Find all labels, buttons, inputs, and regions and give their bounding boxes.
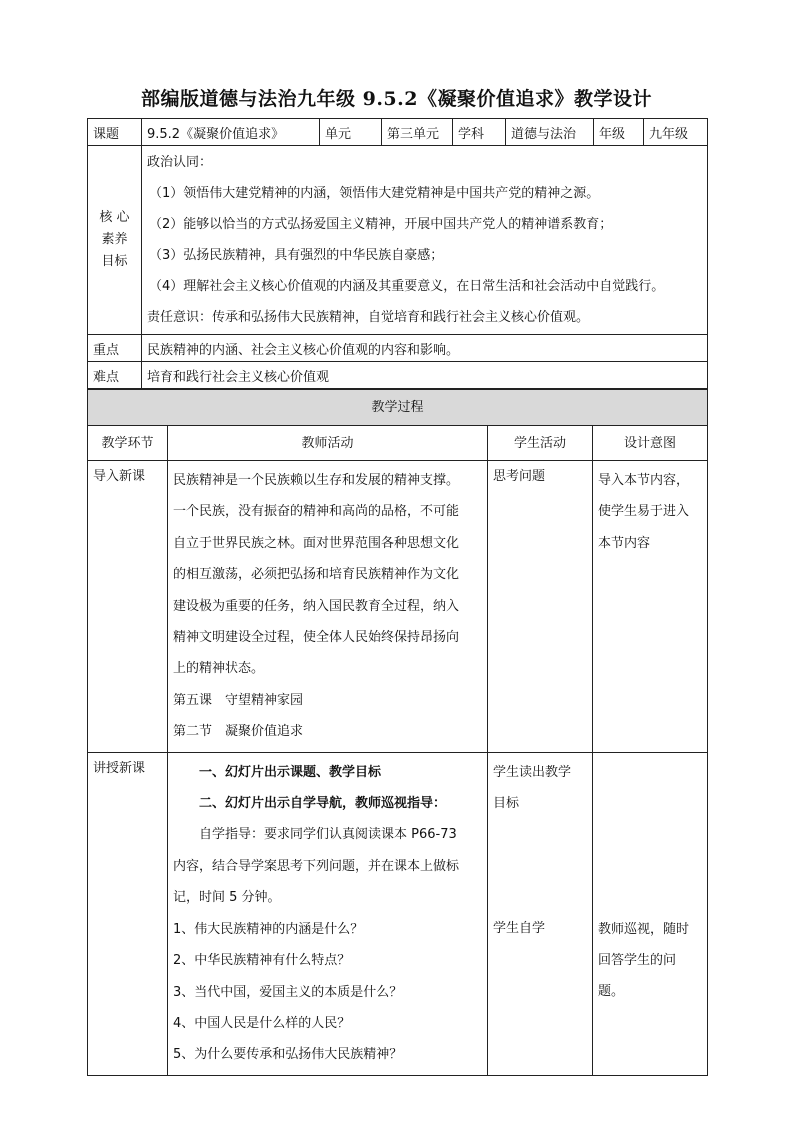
goal-line: （3）弘扬民族精神，具有强烈的中华民族自豪感； [149, 248, 444, 263]
grade-value: 九年级 [644, 119, 708, 146]
col-stage: 教学环节 [88, 426, 168, 461]
course-label: 课题 [88, 119, 142, 146]
lecture-step: 二、幻灯片出示自学导航，教师巡视指导： [199, 796, 447, 812]
col-student: 学生活动 [488, 426, 593, 461]
lecture-step: 一、幻灯片出示课题、教学目标 [199, 764, 382, 780]
lecture-stage: 讲授新课 [88, 752, 168, 1075]
intro-student: 思考问题 [488, 461, 593, 753]
goals-content [142, 146, 708, 335]
process-table [87, 389, 708, 1076]
difficulty-label: 难点 [88, 362, 142, 389]
intro-intent: 导入本节内容， 使学生易于进入 本节内容 [593, 461, 708, 753]
question: 4、中国人民是什么样的人民？ [173, 1015, 351, 1031]
goal-line: 政治认同： [147, 155, 213, 170]
col-teacher: 教师活动 [168, 426, 488, 461]
question: 5、为什么要传承和弘扬伟大民族精神？ [173, 1047, 403, 1063]
grade-label: 年级 [594, 119, 644, 146]
lecture-row [88, 752, 708, 1075]
subject-label: 学科 [453, 119, 506, 146]
process-heading: 教学过程 [88, 390, 708, 426]
unit-label: 单元 [320, 119, 382, 146]
question: 3、当代中国，爱国主义的本质是什么？ [173, 984, 403, 1000]
document-title: 部编版道德与法治九年级 9.5.2《凝聚价值追求》教学设计 [140, 88, 652, 110]
intro-stage: 导入新课 [88, 461, 168, 753]
lecture-intent: 教师巡视，随时 回答学生的问 题。 [593, 752, 708, 1075]
difficulty-value: 培育和践行社会主义核心价值观 [142, 362, 708, 389]
course-value: 9.5.2《凝聚价值追求》 [142, 119, 320, 146]
goals-label: 核 心 素养 目标 [88, 146, 142, 335]
subject-value: 道德与法治 [506, 119, 594, 146]
question: 1、伟大民族精神的内涵是什么？ [173, 921, 364, 937]
question: 2、中华民族精神有什么特点？ [173, 953, 351, 969]
intro-teacher: 民族精神是一个民族赖以生存和发展的精神支撑。 一个民族，没有振奋的精神和高尚的品格，不可能 自立于世界民族之林。面对世界范围各种思想文化 的相互激荡，必须把弘扬和培育民族精神作为文化 建设极为重要的任务，纳入国民教育全过程，纳入 精神文明建设全过程，使全体人民始终保持昂扬向 上的精神状态。 第五课 守望精神家园 第二节 凝聚价值追求 [168, 461, 488, 753]
goal-line: （4）理解社会主义核心价值观的内涵及其重要意义，在日常生活和社会活动中自觉践行。 [149, 279, 665, 294]
lecture-teacher: 一、幻灯片出示课题、教学目标 二、幻灯片出示自学导航，教师巡视指导： 自学指导：要求同学们认真阅读课本 P66-73 内容，结合导学案思考下列问题，并在课本上做标 记，时间 5 分钟。 1、伟大民族精神的内涵是什么？ 2、中华民族精神有什么特点？ 3、当代中国，爱国主义的本质是什么？ 4、中国人民是什么样的人民？ 5、为什么要传承和弘扬伟大民族精神？ [168, 752, 488, 1075]
goal-line: 责任意识：传承和弘扬伟大民族精神，自觉培育和践行社会主义核心价值观。 [147, 310, 590, 325]
key-label: 重点 [88, 335, 142, 362]
intro-row [88, 461, 708, 753]
goal-line: （2）能够以恰当的方式弘扬爱国主义精神，开展中国共产党人的精神谱系教育； [149, 217, 613, 232]
lecture-student: 学生读出教学 目标 学生自学 [488, 752, 593, 1075]
info-table [87, 118, 708, 389]
unit-value: 第三单元 [382, 119, 453, 146]
goal-line: （1）领悟伟大建党精神的内涵，领悟伟大建党精神是中国共产党的精神之源。 [149, 186, 600, 201]
key-value: 民族精神的内涵、社会主义核心价值观的内容和影响。 [142, 335, 708, 362]
col-intent: 设计意图 [593, 426, 708, 461]
